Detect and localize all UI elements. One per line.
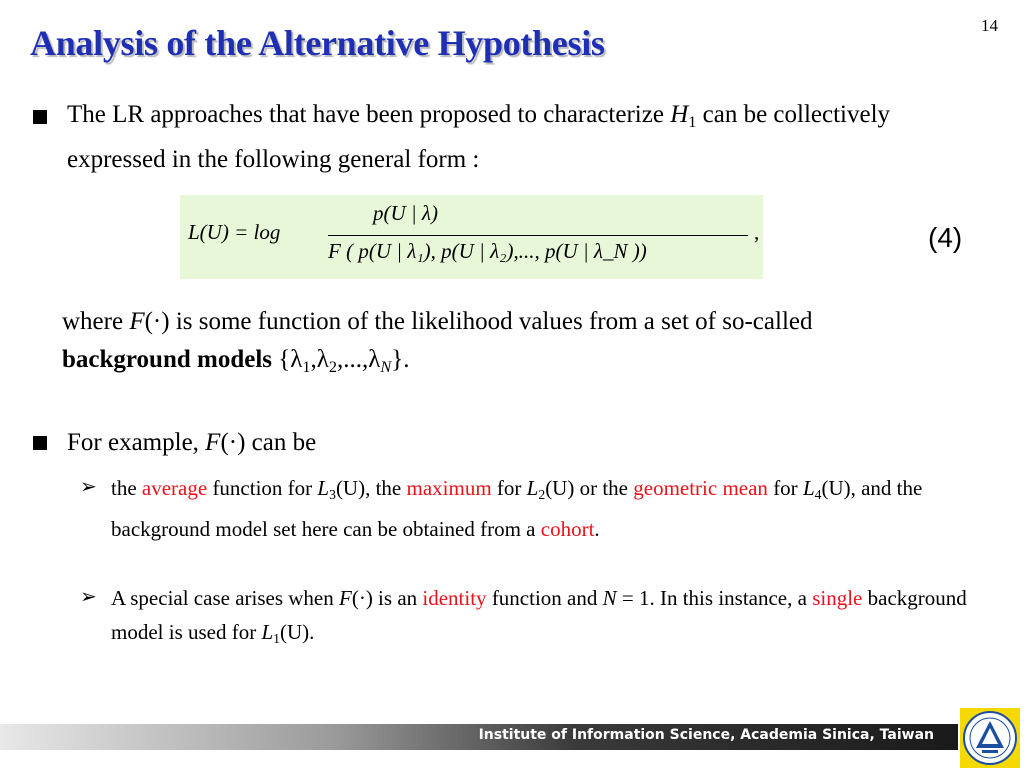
equation-number: (4) bbox=[928, 222, 963, 253]
square-bullet-icon bbox=[33, 110, 47, 124]
equation-box bbox=[180, 195, 763, 279]
sub-bullet-text-2: A special case arises when F(·) is an identity function and N = 1. In this instance, a single background model is used for $L_1(U)$. bbox=[111, 586, 967, 647]
square-bullet-icon bbox=[33, 436, 47, 450]
equation-denominator: F ( p(U | λ₁), p(U | λ₂),..., p(U | λ_N )) bbox=[328, 239, 647, 263]
equation-lhs: L(U) = log bbox=[188, 220, 281, 244]
slide-title: Analysis of the Alternative Hypothesis bbox=[30, 23, 605, 63]
fraction-line bbox=[328, 235, 748, 236]
footer-text: Institute of Information Science, Academia Sinica, Taiwan bbox=[478, 727, 934, 743]
bullet-text-1: The LR approaches that have been proposed to characterize $H_1$ can be collectively expressed in the following general form : bbox=[67, 101, 891, 173]
equation bbox=[188, 195, 758, 279]
bullet-text-2: For example, F(·) can be bbox=[67, 429, 317, 456]
sub-bullet-text-1: the average function for $L_3(U)$, the maximum for $L_2(U)$ or the geometric mean for $L_4(U)$, and the background model set here can be obtained from a cohort. bbox=[111, 476, 923, 542]
equation-numerator: p(U | λ) bbox=[373, 201, 439, 225]
footer-bar bbox=[0, 724, 958, 750]
where-paragraph: where F(·) is some function of the likelihood values from a set of so-called background models $\{\lambda_1,\lambda_2,...,\lambda_N\}$. bbox=[62, 308, 813, 376]
page-number: 14 bbox=[981, 16, 998, 35]
equation-comma: , bbox=[754, 220, 760, 244]
arrow-bullet-icon: ➢ bbox=[80, 586, 97, 608]
academia-sinica-logo bbox=[960, 708, 1020, 768]
arrow-bullet-icon: ➢ bbox=[80, 476, 97, 498]
